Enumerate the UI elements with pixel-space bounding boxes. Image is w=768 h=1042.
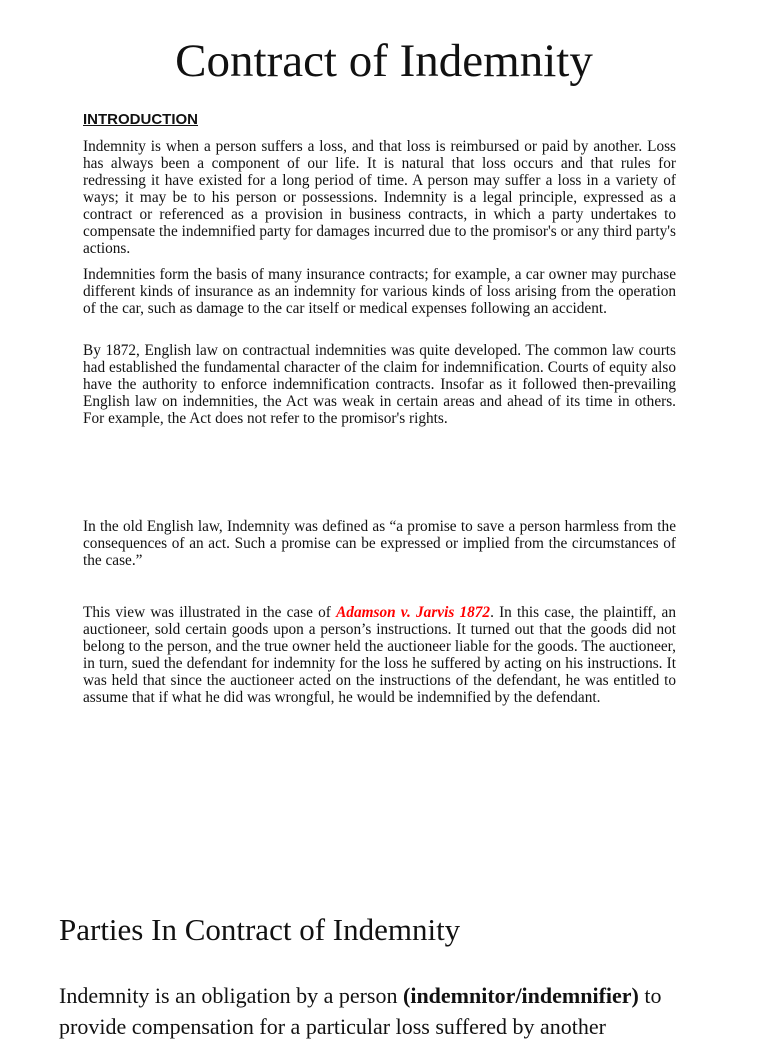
paragraph-old-english-law: In the old English law, Indemnity was defined as “a promise to save a person harmless from the consequences of an act. Such a promise can be expressed or implied from the circumstances of the case.” [83, 518, 676, 569]
paragraph-case-illustration [83, 604, 676, 706]
parties-text-before: Indemnity is an obligation by a person [59, 983, 403, 1008]
paragraph-intro-1: Indemnity is when a person suffers a loss, and that loss is reimbursed or paid by another. Loss has always been a component of our life. It is natural that loss occurs and that rules for redressing it have existed for a long period of time. A person may suffer a loss in a variety of ways; it may be to his person or possessions. Indemnity is a legal principle, expressed as a contract or referenced as a provision in business contracts, in which a party undertakes to compensate the indemnified party for damages incurred due to the promisor's or any third party's actions. [83, 138, 676, 257]
case-text-after: . In this case, the plaintiff, an auctioneer, sold certain goods upon a person’s instructions. It turned out that the goods did not belong to the person, and the true owner held the auctioneer liable for the goods. The auctioneer, in turn, sued the defendant for indemnity for the loss he suffered by acting on his instructions. It was held that since the auctioneer acted on the instructions of the defendant, he was entitled to assume that if what he did was wrongful, he would be indemnified by the defendant. [83, 604, 676, 706]
paragraph-intro-2: Indemnities form the basis of many insurance contracts; for example, a car owner may purchase different kinds of insurance as an indemnity for various kinds of loss arising from the operation of the car, such as damage to the car itself or medical expenses following an accident. [83, 266, 676, 317]
case-text-before: This view was illustrated in the case of [83, 604, 337, 621]
parties-heading: Parties In Contract of Indemnity [59, 912, 461, 947]
document-title: Contract of Indemnity [175, 35, 593, 87]
case-citation: Adamson v. Jarvis 1872 [336, 604, 491, 621]
paragraph-parties-continued: provide compensation for a particular loss suffered by another [59, 1014, 606, 1039]
parties-text-after: to [638, 983, 662, 1008]
introduction-heading: INTRODUCTION [83, 111, 198, 128]
indemnitor-term: (indemnitor/indemnifier) [403, 983, 639, 1008]
paragraph-intro-3: By 1872, English law on contractual indemnities was quite developed. The common law courts had established the fundamental character of the claim for indemnification. Courts of equity also have the authority to enforce indemnification contracts. Insofar as it followed then-prevailing English law on indemnities, the Act was weak in certain areas and ahead of its time in others. For example, the Act does not refer to the promisor's rights. [83, 342, 676, 427]
paragraph-parties [59, 981, 719, 1011]
